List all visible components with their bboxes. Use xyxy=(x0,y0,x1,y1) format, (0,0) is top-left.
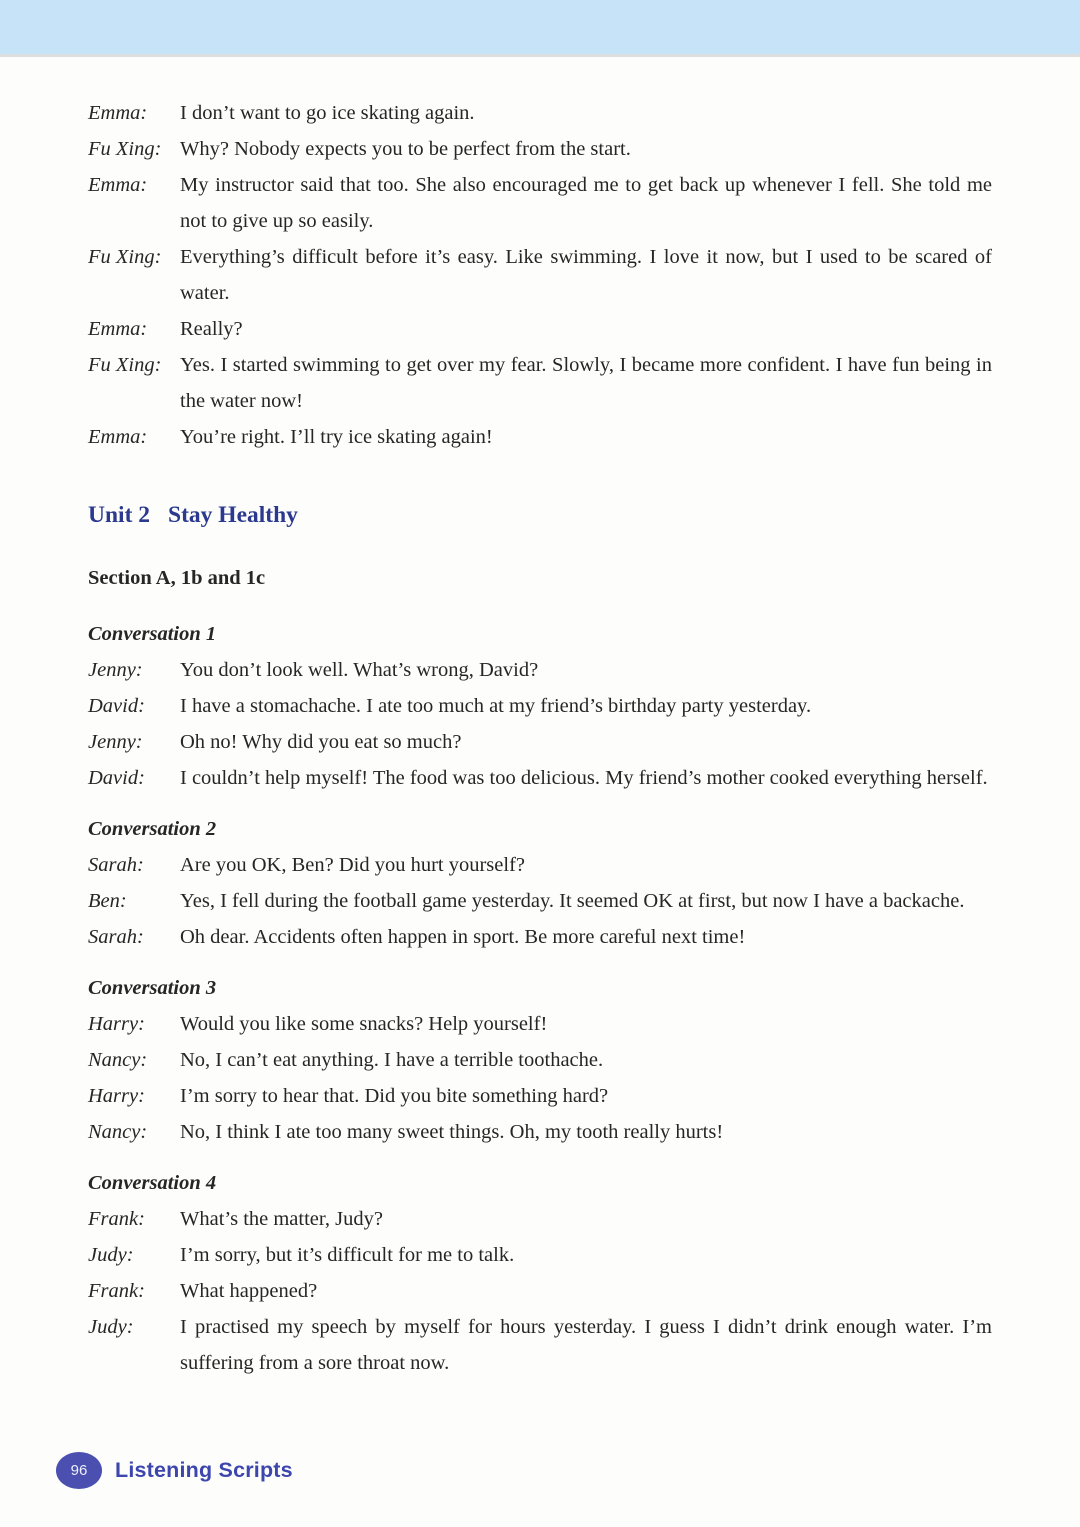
dialogue-turn xyxy=(88,919,992,955)
dialogue-text: Why? Nobody expects you to be perfect from the start. xyxy=(180,138,631,160)
speaker-name: Sarah: xyxy=(88,926,144,948)
speaker-name: Fu Xing: xyxy=(88,354,162,376)
footer-section-label: Listening Scripts xyxy=(115,1458,293,1482)
intro-dialogue xyxy=(88,95,992,455)
dialogue-turn xyxy=(88,1114,992,1150)
speaker-name: Judy: xyxy=(88,1316,134,1338)
dialogue-text: Everything’s difficult before it’s easy. Like swimming. I love it now, but I used to be scared of water. xyxy=(180,246,992,304)
speaker-name: Sarah: xyxy=(88,854,144,876)
speaker-name: Nancy: xyxy=(88,1121,148,1143)
speaker-name: Jenny: xyxy=(88,659,143,681)
dialogue-turn xyxy=(88,847,992,883)
speaker-name: Frank: xyxy=(88,1208,145,1230)
conversation-title: Conversation 2 xyxy=(88,818,217,840)
speaker-name: Judy: xyxy=(88,1244,134,1266)
page-content xyxy=(0,57,1080,1381)
dialogue-turn xyxy=(88,347,992,419)
dialogue-turn xyxy=(88,1006,992,1042)
dialogue-text: My instructor said that too. She also encouraged me to get back up whenever I fell. She told me not to give up so easily. xyxy=(180,174,992,232)
dialogue-text: No, I think I ate too many sweet things. Oh, my tooth really hurts! xyxy=(180,1121,724,1143)
dialogue-text: Oh no! Why did you eat so much? xyxy=(180,731,462,753)
conversation-title: Conversation 1 xyxy=(88,623,217,645)
dialogue-text: I’m sorry, but it’s difficult for me to talk. xyxy=(180,1244,515,1266)
conversation-2 xyxy=(88,811,992,955)
speaker-name: Harry: xyxy=(88,1085,145,1107)
conversation-4 xyxy=(88,1165,992,1381)
dialogue-text: I have a stomachache. I ate too much at my friend’s birthday party yesterday. xyxy=(180,695,812,717)
dialogue-turn xyxy=(88,760,992,796)
unit-title: Stay Healthy xyxy=(168,502,298,528)
speaker-name: Frank: xyxy=(88,1280,145,1302)
dialogue-turn xyxy=(88,1201,992,1237)
conversation-3 xyxy=(88,970,992,1150)
dialogue-text: Yes, I fell during the football game yesterday. It seemed OK at first, but now I have a backache. xyxy=(180,890,965,912)
dialogue-text: Would you like some snacks? Help yourself! xyxy=(180,1013,548,1035)
speaker-name: Emma: xyxy=(88,174,148,196)
unit-number: Unit 2 xyxy=(88,502,151,528)
conversation-title: Conversation 4 xyxy=(88,1172,217,1194)
speaker-name: David: xyxy=(88,695,145,717)
dialogue-turn xyxy=(88,724,992,760)
conversation-1 xyxy=(88,616,992,796)
dialogue-text: What happened? xyxy=(180,1280,318,1302)
dialogue-text: I practised my speech by myself for hours yesterday. I guess I didn’t drink enough water. I’m suffering from a sore throat now. xyxy=(180,1316,992,1374)
dialogue-text: Are you OK, Ben? Did you hurt yourself? xyxy=(180,854,526,876)
dialogue-text: Yes. I started swimming to get over my fear. Slowly, I became more confident. I have fun being in the water now! xyxy=(180,354,992,412)
page-footer xyxy=(56,1452,293,1489)
dialogue-text: Really? xyxy=(180,318,243,340)
dialogue-turn xyxy=(88,1042,992,1078)
dialogue-turn xyxy=(88,239,992,311)
dialogue-text: Oh dear. Accidents often happen in sport. Be more careful next time! xyxy=(180,926,746,948)
dialogue-turn xyxy=(88,131,992,167)
speaker-name: Jenny: xyxy=(88,731,143,753)
speaker-name: Nancy: xyxy=(88,1049,148,1071)
dialogue-turn xyxy=(88,1078,992,1114)
speaker-name: Fu Xing: xyxy=(88,138,162,160)
dialogue-text: I couldn’t help myself! The food was too delicious. My friend’s mother cooked everything herself. xyxy=(180,767,988,789)
speaker-name: Emma: xyxy=(88,102,148,124)
dialogue-turn xyxy=(88,167,992,239)
speaker-name: Emma: xyxy=(88,318,148,340)
dialogue-text: You’re right. I’ll try ice skating again! xyxy=(180,426,493,448)
speaker-name: Ben: xyxy=(88,890,127,912)
dialogue-turn xyxy=(88,311,992,347)
page-number-badge: 96 xyxy=(56,1452,102,1489)
dialogue-turn xyxy=(88,95,992,131)
speaker-name: Harry: xyxy=(88,1013,145,1035)
dialogue-turn xyxy=(88,419,992,455)
dialogue-text: No, I can’t eat anything. I have a terrible toothache. xyxy=(180,1049,604,1071)
dialogue-text: You don’t look well. What’s wrong, David? xyxy=(180,659,539,681)
speaker-name: Fu Xing: xyxy=(88,246,162,268)
conversation-title: Conversation 3 xyxy=(88,977,217,999)
dialogue-turn xyxy=(88,1309,992,1381)
speaker-name: David: xyxy=(88,767,145,789)
dialogue-turn xyxy=(88,883,992,919)
dialogue-turn xyxy=(88,652,992,688)
page-top-band xyxy=(0,0,1080,57)
dialogue-text: I’m sorry to hear that. Did you bite something hard? xyxy=(180,1085,609,1107)
unit-heading xyxy=(88,499,992,531)
speaker-name: Emma: xyxy=(88,426,148,448)
dialogue-turn xyxy=(88,688,992,724)
dialogue-text: I don’t want to go ice skating again. xyxy=(180,102,475,124)
dialogue-turn xyxy=(88,1273,992,1309)
dialogue-text: What’s the matter, Judy? xyxy=(180,1208,383,1230)
dialogue-turn xyxy=(88,1237,992,1273)
section-label: Section A, 1b and 1c xyxy=(88,567,266,589)
